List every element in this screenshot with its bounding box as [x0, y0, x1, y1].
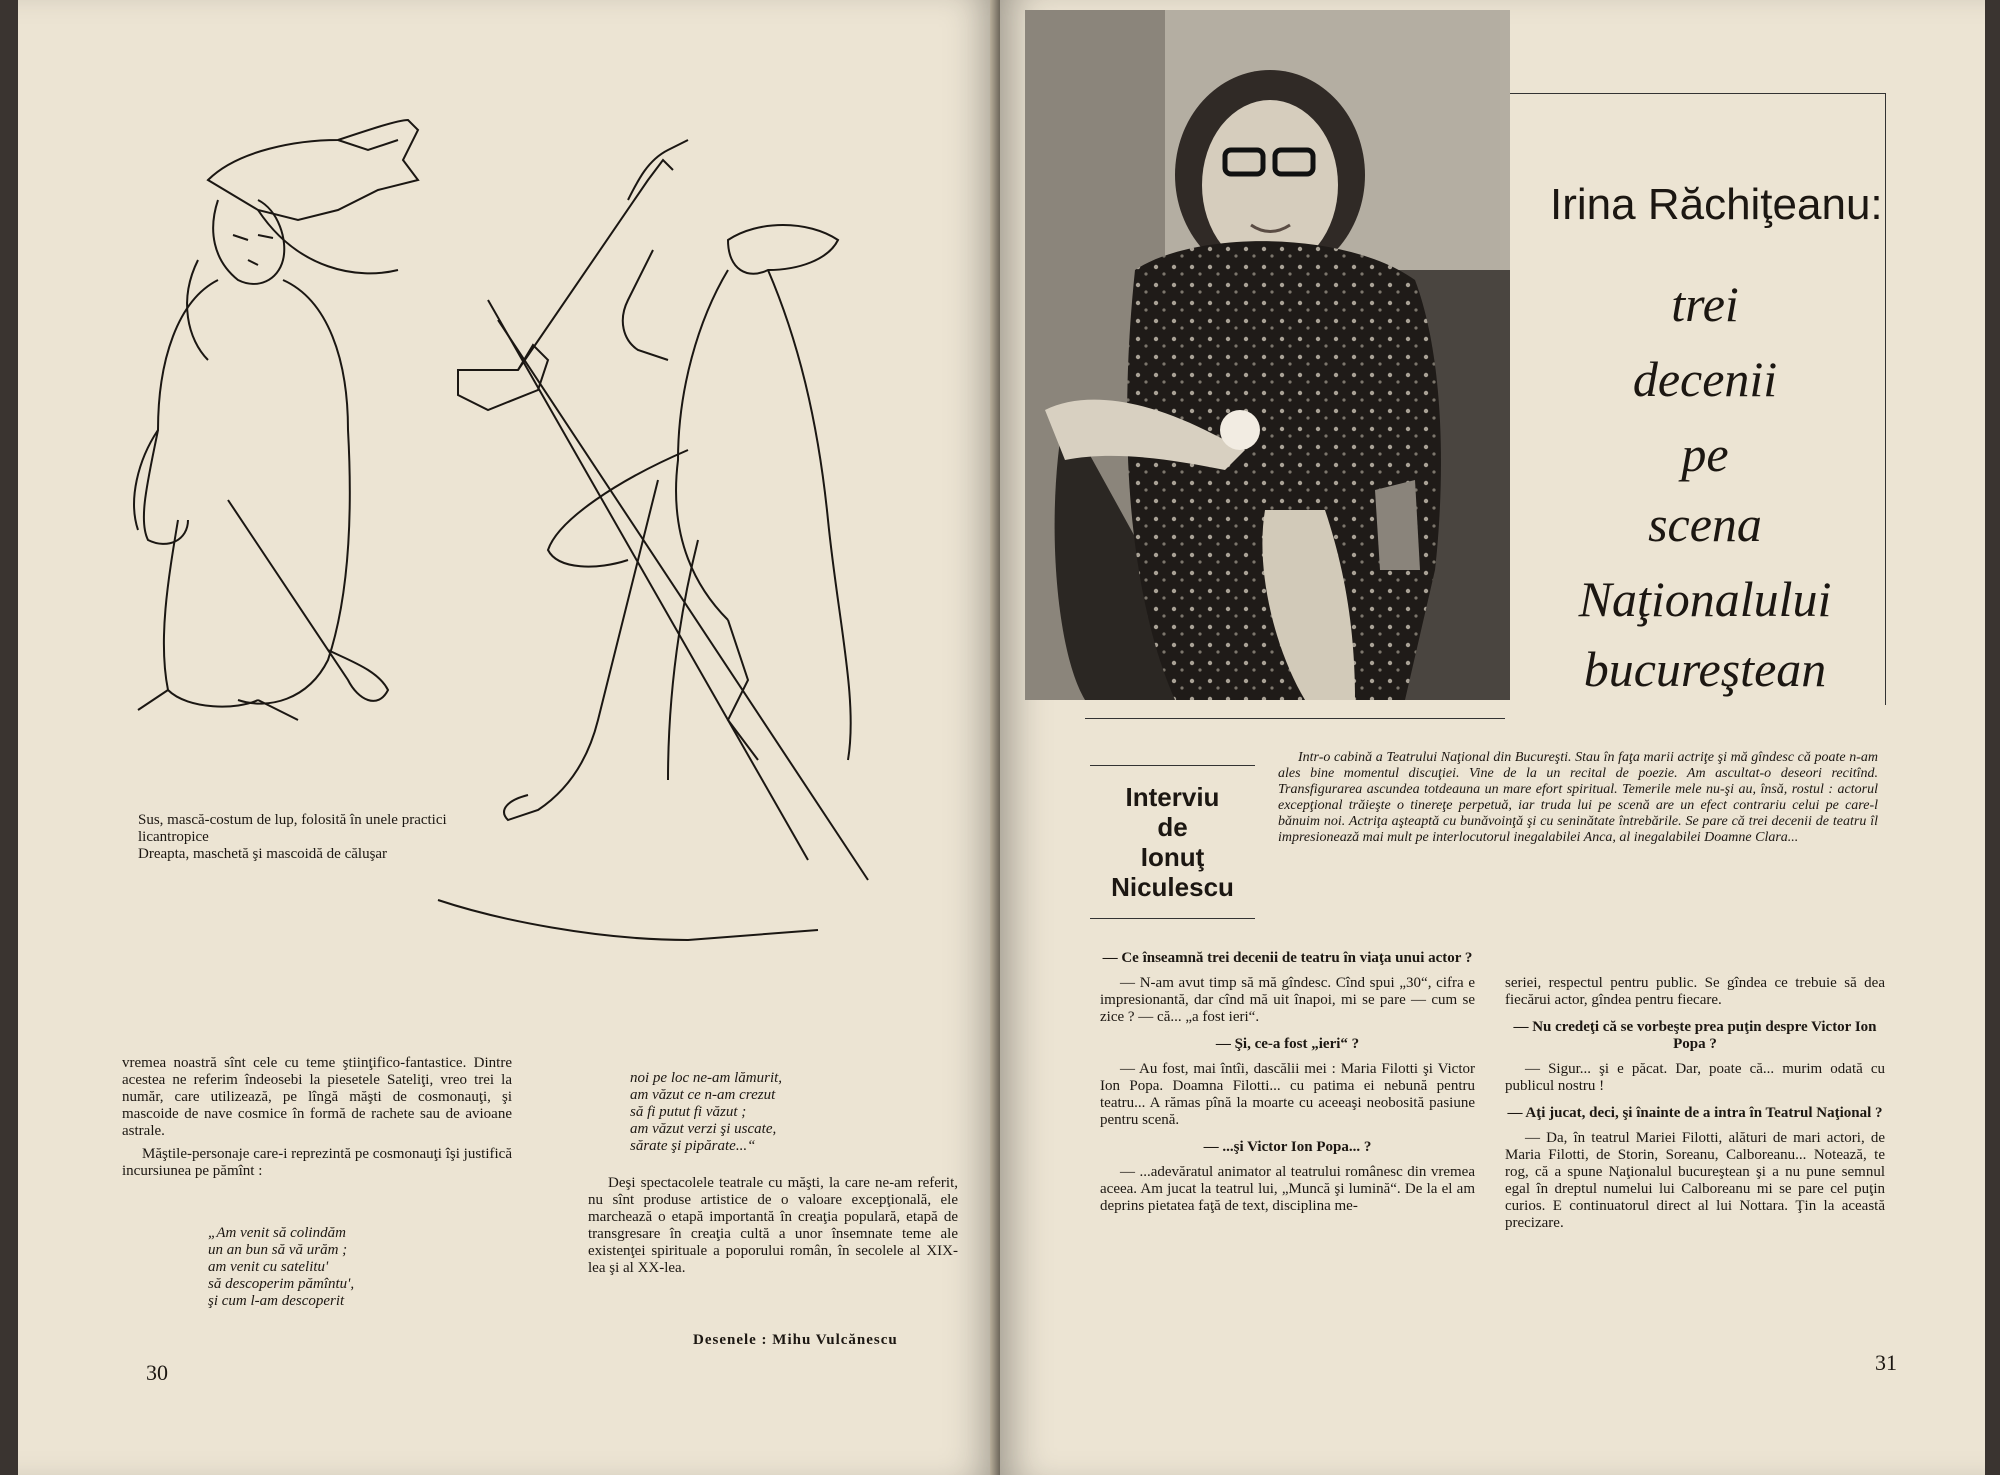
- title-frame-bottom: [1085, 718, 1505, 719]
- poem-line: sărate şi pipărate...“: [630, 1138, 756, 1154]
- left-column-1: [122, 1055, 512, 1186]
- answer: — Sigur... şi e păcat. Dar, poate că... murim odată cu publicul nostru !: [1505, 1061, 1885, 1094]
- paragraph: Deşi spectacolele teatrale cu măşti, la care ne-am referit, nu sînt produse artistice de o valoare excepţională, ele marchează o etapă importantă în creaţia populară, etapă de transgresare în creaţia cultă a unor însemnate teme ale existenţei spirituale a poporului român, în secolele al XIX-lea şi al XX-lea.: [588, 1175, 958, 1276]
- paragraph: vremea noastră sînt cele cu teme ştiinţifico-fantastice. Dintre acestea ne referim îndeosebi la piesetele Sateliţi, vreo trei la număr, care utilizează, pe lîngă măşti de cosmonauţi, şi mascoide de nave cosmice în formă de rachete sau de avioane astrale.: [122, 1055, 512, 1139]
- poem-line: „Am venit să colindăm: [208, 1225, 346, 1241]
- title-frame-top: [1510, 93, 1885, 94]
- right-page: [1000, 0, 1985, 1475]
- left-poem-1: [208, 1225, 354, 1310]
- left-poem-2: [630, 1070, 782, 1155]
- poem-line: am văzut ce n-am crezut: [630, 1087, 776, 1103]
- interview-intro: Intr-o cabină a Teatrului Naţional din Bucureşti. Stau în faţa marii actriţe şi mă gîndesc că poate n-am ales bine momentul discuţiei. Vine de la un recital de poezie. Am ascultat-o deseori recitînd. Transfigurarea ascundea totdeauna un mare efort spiritual. Temerile mele nu-şi au, însă, rostul : actorul excepţional trăieşte o tinereţe perpetuă, iar truda lui pe scenă are un efect contrariu celui pe care-l bănuim noi. Actriţa aşteaptă cu bunăvoinţă şi cu seninătate întrebările. Se pare că trei decenii de teatru îl impresionează mai mult pe interlocutorul inegalabilei Anca, al inegalabilei Doamne Clara...: [1278, 750, 1878, 845]
- answer: seriei, respectul pentru public. Se gîndea ce trebuie să dea fiecărui actor, gîndea pentru fiecare.: [1505, 975, 1885, 1008]
- poem-line: un an bun să vă urăm ;: [208, 1242, 348, 1258]
- poem-line: şi cum l-am descoperit: [208, 1293, 345, 1309]
- question: — Ce înseamnă trei decenii de teatru în viaţa unui actor ?: [1102, 950, 1473, 966]
- paragraph: Măştile-personaje care-i reprezintă pe cosmonauţi îşi justifică incursiunea pe pămînt :: [122, 1146, 512, 1179]
- drawing-caption: Sus, mască-costum de lup, folosită în unele practici licantropice Dreapta, maschetă şi mascoidă de căluşar: [138, 812, 447, 862]
- title-frame-right: [1885, 93, 1886, 705]
- title-line: trei: [1671, 276, 1739, 332]
- page-number-left: 30: [146, 1360, 168, 1385]
- right-column-1: [1100, 950, 1475, 1221]
- poem-line: am venit cu satelitu': [208, 1259, 329, 1275]
- question: — ...şi Victor Ion Popa... ?: [1203, 1139, 1372, 1155]
- drawings-credit: Desenele : Mihu Vulcănescu: [693, 1332, 898, 1348]
- answer: — Au fost, mai întîi, dascălii mei : Maria Filotti şi Victor Ion Popa. Doamna Filotti... cu patima ei nebună pentru teatru... A rămas pînă la moarte cu aceeaşi neobosită pasiune pentru scenă.: [1100, 1061, 1475, 1128]
- answer: — ...adevăratul animator al teatrului românesc din vremea aceea. Am jucat la teatrul lui, „Muncă şi lumină“. De la el am deprins pietatea faţă de text, disciplina me-: [1100, 1164, 1475, 1214]
- page-number-right: 31: [1875, 1350, 1897, 1375]
- right-column-2: [1505, 975, 1885, 1238]
- title-line: decenii: [1632, 351, 1778, 407]
- portrait-photo: [1025, 10, 1510, 700]
- answer: — N-am avut timp să mă gîndesc. Cînd spui „30“, cifra e impresionantă, dar cînd mă uit înapoi, mi se pare — cum se zice ? — că... „a fost ieri“.: [1100, 975, 1475, 1025]
- title-line: bucureştean: [1583, 641, 1827, 697]
- poem-line: am văzut verzi şi uscate,: [630, 1121, 777, 1137]
- question: — Şi, ce-a fost „ieri“ ?: [1215, 1036, 1360, 1052]
- answer: — Da, în teatrul Mariei Filotti, alături de mari actori, de Maria Filotti, de Storin, Soreanu, Calboreanu... Notează, te rog, că a spune Naţionalul bucureştean şi a nu pune semnul egal în dreptul numelui lui Calboreanu mi se pare cel puţin curios. E continuatorul direct al lui Nottara. Ţin la această precizare.: [1505, 1130, 1885, 1231]
- question: — Aţi jucat, deci, şi înainte de a intra în Teatrul Naţional ?: [1507, 1105, 1883, 1121]
- poem-line: să fi putut fi văzut ;: [630, 1104, 747, 1120]
- poem-line: noi pe loc ne-am lămurit,: [630, 1070, 783, 1086]
- left-column-2: [588, 1175, 958, 1277]
- interview-credit: Interviu de Ionuţ Niculescu: [1111, 782, 1234, 902]
- title-line: pe: [1681, 426, 1729, 482]
- left-page: [18, 0, 996, 1475]
- title-line: Naţionalului: [1578, 571, 1832, 627]
- question: — Nu credeţi că se vorbeşte prea puţin despre Victor Ion Popa ?: [1513, 1019, 1877, 1052]
- interview-box: [1090, 765, 1255, 919]
- title-line: scena: [1648, 496, 1762, 552]
- title-name: Irina Răchiţeanu:: [1550, 180, 1883, 229]
- poem-line: să descoperim pămîntu',: [208, 1276, 355, 1292]
